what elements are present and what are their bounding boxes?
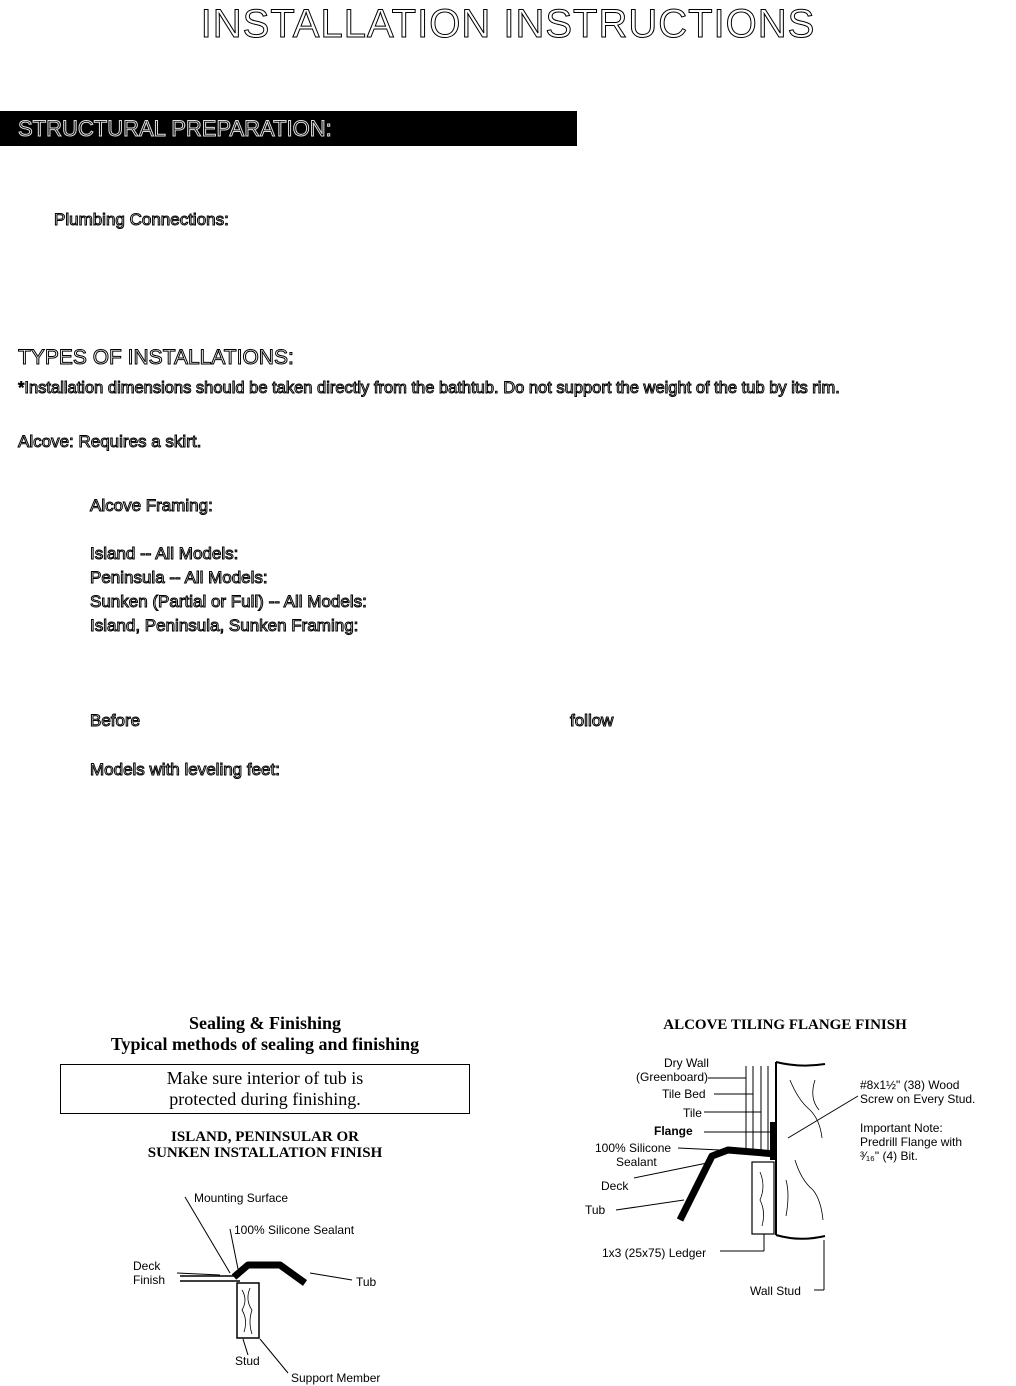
plumbing-heading: Plumbing Connections: <box>54 210 229 229</box>
label-silicone: 100% Silicone <box>595 1141 672 1155</box>
alcove-flange-title: ALCOVE TILING FLANGE FINISH <box>663 1017 907 1033</box>
label-tile-bed: Tile Bed <box>662 1087 706 1101</box>
label-screw-2: Screw on Every Stud. <box>860 1092 976 1106</box>
alcove-framing-heading: Alcove Framing: <box>90 496 213 515</box>
section-bar-structural <box>0 111 577 146</box>
label-flange: Flange <box>654 1124 693 1138</box>
protect-line-2: protected during finishing. <box>169 1089 361 1109</box>
leveling-feet-heading: Models with leveling feet: <box>90 760 280 779</box>
protect-interior-box <box>60 1064 470 1114</box>
types-heading: TYPES OF INSTALLATIONS: <box>18 346 294 369</box>
label-stud: Stud <box>235 1354 260 1368</box>
dimensions-note: *Installation dimensions should be taken directly from the bathtub. Do not support the weight of the tub by its rim. <box>18 379 840 397</box>
label-tile: Tile <box>683 1106 702 1120</box>
structural-heading: STRUCTURAL PREPARATION: <box>18 116 332 141</box>
label-dry-wall: Dry Wall <box>664 1056 709 1070</box>
island-peninsula-sunken-framing-heading: Island, Peninsula, Sunken Framing: <box>90 616 359 635</box>
label-predrill: Predrill Flange with <box>860 1135 963 1149</box>
alcove-label: Alcove: <box>18 432 74 451</box>
island-finish-title-1: ISLAND, PENINSULAR OR <box>171 1129 359 1145</box>
label-wall-stud: Wall Stud <box>750 1284 801 1298</box>
island-heading: Island -- All Models: <box>90 544 239 563</box>
label-important-note: Important Note: <box>860 1121 943 1135</box>
sealing-finishing-title: Sealing & Finishing <box>188 1013 342 1033</box>
island-finish-title-2: SUNKEN INSTALLATION FINISH <box>147 1145 383 1161</box>
label-deck-right: Deck <box>601 1179 629 1193</box>
label-mounting-surface: Mounting Surface <box>194 1191 289 1205</box>
label-ledger: 1x3 (25x75) Ledger <box>602 1246 707 1260</box>
sunken-heading: Sunken (Partial or Full) -- All Models: <box>90 592 367 611</box>
label-bit: ³⁄₁₆" (4) Bit. <box>860 1149 918 1163</box>
alcove-text: Requires a skirt. <box>78 432 202 451</box>
label-silicone-sealant: 100% Silicone Sealant <box>234 1223 355 1237</box>
label-deck-finish: Finish <box>133 1273 166 1287</box>
label-tub: Tub <box>356 1275 377 1289</box>
label-support-member: Support Member <box>291 1371 381 1385</box>
page-title: INSTALLATION INSTRUCTIONS <box>200 2 816 46</box>
label-sealant: Sealant <box>616 1155 657 1169</box>
sealing-finishing-subtitle: Typical methods of sealing and finishing <box>110 1034 420 1054</box>
peninsula-heading: Peninsula -- All Models: <box>90 568 268 587</box>
protect-line-1: Make sure interior of tub is <box>166 1068 364 1088</box>
follow-word: follow <box>570 711 614 730</box>
label-screw-1: #8x1½" (38) Wood <box>860 1078 960 1092</box>
alcove-line <box>18 432 201 452</box>
label-tub-right: Tub <box>585 1203 606 1217</box>
label-deck: Deck <box>133 1259 161 1273</box>
before-word: Before <box>90 711 141 730</box>
label-greenboard: (Greenboard) <box>636 1070 709 1084</box>
